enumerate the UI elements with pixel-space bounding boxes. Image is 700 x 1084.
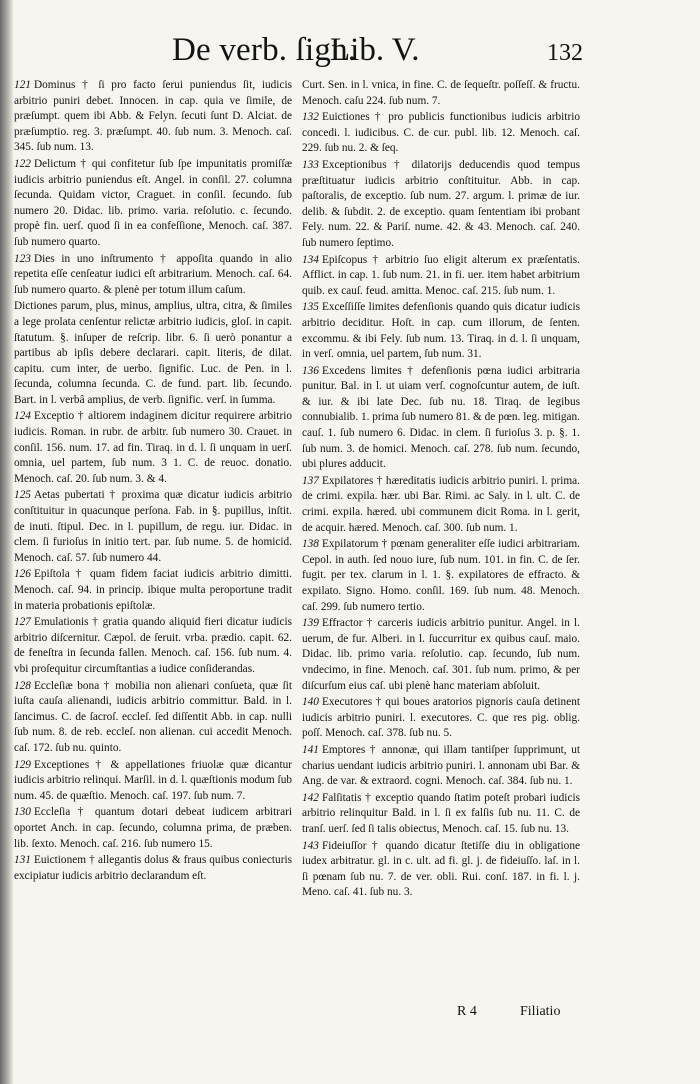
- entry-text: Expilatores † hæreditatis iudicis arbitrio puniri. l. prima. de crimi. expila. hær. ubi Bar. Rimi. ac Saly. in l. ult. C. de crimi. expila. hæred. ubi communem dicit Roma. in l. gerit, de acquir. hæred. Menoch. caſ. 300. ſub num. 1.: [302, 474, 580, 534]
- entry-text: Effractor † carceris iudicis arbitrio punitur. Angel. in l. uerum, de fur. Alberi. in l. ſuccurritur ex quibus cauſ. maio. Didac. lib. primo varia. reſolutio. cap. ſecundo, ſub num. vndecimo, in fine. Menoch. caſ. 301. ſub num. primo, & per diſcurſum eius caſ. ubi plenè hanc materiam abſoluit.: [302, 617, 580, 692]
- entry-number: 128: [14, 679, 31, 692]
- entry-text: Emulationis † gratia quando aliquid fieri dicatur iudicis arbitrio diſcernitur. Cæpol. de ſeruit. vrba. prædio. capit. 62. de feneſtra in ſecunda fallen. Menoch. caſ. 156. ſub num. 4. vbi proſequitur circumſtantias a iudice conſiderandas.: [14, 616, 292, 675]
- index-entry: [14, 488, 292, 566]
- entry-number: 139: [302, 617, 319, 630]
- page-footer: [302, 1004, 580, 1024]
- index-entry: [302, 743, 580, 790]
- entry-text: Epiſtola † quam fidem faciat iudicis arbitrio dimitti. Menoch. caſ. 94. in princip. ibique multa peroportune tradit in materia probationis epiſtolæ.: [14, 568, 292, 612]
- index-entry: [302, 364, 580, 473]
- entry-number: 130: [14, 806, 31, 819]
- entry-number: 141: [302, 743, 319, 756]
- entry-text: Expilatorum † pœnam generaliter eſſe iudici arbitrariam. Cepol. in auth. ſed nouo iure, ſub num. 101. in fin. C. de ſer. fugit. per tex. clarum in l. 1. §. expilatores de effracto. & expilato. Signo. Homo. conſil. 169. ſub num. 48. Menoch. caſ. 299. ſub numero tertio.: [302, 538, 580, 613]
- binding-gutter: [0, 0, 14, 1084]
- entry-number: 133: [302, 158, 319, 171]
- entry-number: 125: [14, 489, 31, 502]
- entry-number: 124: [14, 410, 31, 423]
- entry-number: 121: [14, 79, 31, 91]
- entry-number: 135: [302, 301, 319, 314]
- entry-text: Dictiones parum, plus, minus, amplius, ultra, citra, & ſimiles a lege prolata cenſentur relictæ arbitrio iudicis, gloſ. in capit. ſtatutum. §. inſuper de reſcrip. libr. 6. ſi uerò ponantur a partibus ab ipſis debere declarari. capit. literis, de dilat. capitu. cum inter, de uerbo. ſignific. Luc. de Pen. in l. ſecunda, columna ſecunda. C. de fund. part. lib. ſecundo. Bart. in l. verbâ amplius, de verb. ſignific. verſ. in ſumma.: [14, 300, 292, 406]
- index-entry: [302, 253, 580, 300]
- entry-number: 126: [14, 568, 31, 581]
- index-entry: [14, 805, 292, 852]
- signature-mark: R 4: [457, 1004, 477, 1019]
- index-entry: [302, 537, 580, 615]
- page-number: 132: [547, 40, 583, 66]
- entry-number: 137: [302, 474, 319, 487]
- entry-number: 131: [14, 854, 31, 867]
- entry-text: Exceptiones † & appellationes friuolæ quæ dicantur iudicis arbitrio relinqui. Marſil. in d. l. quæſtionis modum ſub num. 45. de quæſtio. Menoch. caſ. 197. ſub num. 7.: [14, 758, 292, 802]
- entry-text: Dominus † ſi pro facto ſerui puniendus ſit, iudicis arbitrio puniri debet. Innocen. in cap. quia ve ſimile, de præſumpt. quem ibi Abb. & Felyn. ſecuti ſunt D. Alciat. de præſumptio. reg. 3. præſumpt. 40. ſub num. 3. Menoch. caſ. 345. ſub num. 13.: [14, 79, 292, 154]
- book-number: Lib. V.: [330, 32, 420, 68]
- index-entry: [14, 409, 292, 487]
- entry-number: 140: [302, 696, 319, 709]
- entry-number: 127: [14, 616, 31, 629]
- entry-text: Epiſcopus † arbitrio ſuo eligit alterum ex præſentatis. Afflict. in cap. 1. ſub num. 21. in fi. uer. item habet arbitrium quib. ex cauſ. feud. amitta. Menoc. caſ. 215. ſub num. 1.: [302, 253, 580, 297]
- page-header: [0, 30, 700, 70]
- entry-text: Exceptionibus † dilatorijs deducendis quod tempus præſtituatur iudicis arbitrio conſtituitur. Abb. in cap. paſtoralis, de exceptio. ſub num. 27. argum. l. primæ de iur. delib. & ſubdit. 2. de exceptio. quam ſententiam ibi probant Fely. num. 22. & Pariſ. nume. 42. & 43. Menoch. caſ. 240. ſub numero ſeptimo.: [302, 158, 580, 249]
- index-entry: [14, 567, 292, 614]
- index-entry: [302, 78, 580, 109]
- entry-text: Euictiones † pro publicis functionibus iudicis arbitrio concedi. l. iudicibus. C. de cur. publ. lib. 12. Menoch. caſ. 229. ſub nu. 2. & ſeq.: [302, 111, 580, 155]
- entry-number: 138: [302, 538, 319, 551]
- entry-number: 132: [302, 111, 319, 124]
- entry-text: Dies in uno inſtrumento † appoſita quando in alio repetita eſſe cenſeatur iudici eſt arbitrarium. Menoch. caſ. 64. ſub numero quarto. & plenè per totum illum caſum.: [14, 252, 292, 296]
- index-entry: [14, 78, 292, 156]
- running-title: De verb. ſign.: [172, 32, 357, 68]
- right-column: [302, 78, 580, 902]
- entry-text: Euictionem † allegantis dolus & fraus quibus coniecturis excipiatur iudicis arbitrio declarandum eſt.: [14, 854, 292, 882]
- entry-text: Eccleſia † quantum dotari debeat iudicem arbitrari oportet Anch. in cap. ſecundo, columna prima, de præben. lib. ſexto. Menoch. caſ. 216. ſub numero 15.: [14, 806, 292, 850]
- entry-text: Eccleſiæ bona † mobilia non alienari conſueta, quæ ſit iuſta cauſa alienandi, iudicis arbitrio committur. Bald. in l. ſancimus. C. de ſacroſ. eccleſ. ſed diſſentit Abb. in cap. nulli ſub num. 8. de reb. eccleſ. non alienan. cui accedit Menoch. caſ. 172. ſub nu. quinto.: [14, 679, 292, 754]
- entry-text: Delictum † qui confitetur ſub ſpe impunitatis promiſſæ iudicis arbitrio puniendus eſt. Angel. in conſil. 27. columna ſecunda. Quidam victor, Craguet. in conſil. ſecundo. ſub numero 20. Didac. lib. primo. varia. reſolutio. c. ſecundo. propè fin. uerſ. quod ſi in ea confeſſione, Menoch. caſ. 387. ſub numero quarto.: [14, 157, 292, 248]
- entry-number: 129: [14, 758, 31, 771]
- entry-number: 142: [302, 791, 319, 804]
- index-entry: [14, 252, 292, 299]
- index-entry: [14, 758, 292, 805]
- index-entry: [302, 839, 580, 901]
- entry-number: 143: [302, 839, 319, 852]
- entry-text: Exceptio † altiorem indaginem dicitur requirere arbitrio iudicis. Roman. in rubr. de arbitr. ſub numero 30. Crauet. in conſil. 156. num. 17. ad fin. Tiraq. in d. l. ſi unquam in uerſ. omnia, uel partem, ſub num. 3 1. C. de reuoc. donatio. Menoch. caſ. 20. ſub num. 3. & 4.: [14, 410, 292, 485]
- entry-number: 134: [302, 253, 319, 266]
- index-entry: [14, 299, 292, 408]
- index-entry: [302, 474, 580, 536]
- entry-number: 136: [302, 364, 319, 377]
- entry-number: 122: [14, 157, 31, 170]
- entry-text: Executores † qui boues aratorios pignoris cauſa detinent iudicis arbitrio puniri. l. executores. C. que res pig. oblig. poſſ. Menoch. caſ. 378. ſub nu. 5.: [302, 696, 580, 740]
- index-entry: [302, 158, 580, 252]
- left-column: [14, 78, 292, 885]
- index-entry: [14, 853, 292, 884]
- index-entry: [14, 615, 292, 677]
- index-entry: [14, 157, 292, 251]
- entry-text: Falſitatis † exceptio quando ſtatim poteſt probari iudicis arbitrio relinquitur Bald. in l. ſi ex falſis ſub nu. 11. C. de tranſ. uerſ. ſed ſi talis obiectus, Menoch. caſ. 15. ſub nu. 13.: [302, 791, 580, 835]
- catchword: Filiatio: [520, 1004, 561, 1019]
- entry-text: Exceſſiſſe limites defenſionis quando quis dicatur iudicis arbitrio deciditur. Hoſt. in cap. cum illorum, de ſenten. excommu. & ibi Fely. ſub num. 13. Tiraq. in d. l. ſi unquam, in verſ. omnia, uel partem, ſub num. 31.: [302, 301, 580, 361]
- index-entry: [14, 679, 292, 757]
- entry-number: 123: [14, 252, 31, 265]
- entry-text: Fideiuſſor † quando dicatur ſtetiſſe diu in obligatione iudex arbitratur. gl. in c. ult. ad fi. gl. j. de fideiuſſo. laſ. in l. ſi pœnam ſub nu. 7. de ver. obli. Rui. conſ. 187. in fi. l. j. Meno. caſ. 41. ſub nu. 3.: [302, 839, 580, 899]
- index-entry: [302, 300, 580, 362]
- index-entry: [302, 791, 580, 838]
- index-entry: [302, 110, 580, 157]
- entry-text: Emptores † annonæ, qui illam tantiſper ſupprimunt, ut charius uendant iudicis arbitrio puniri. l. annonam ubi Bar. & Ang. de var. & extraord. cogni. Menoch. caſ. 384. ſub nu. 1.: [302, 743, 580, 788]
- entry-text: Excedens limites † defenſionis pœna iudici arbitraria punitur. Bal. in l. ut uiam verſ. cognoſcuntur autem, de iuſt. & iur. & ibi late Dec. ſub nu. 18. Tiraq. de legibus connubialib. 1. prima ſub numero 81. & de pœn. leg. mitigan. cauſ. 1. ſub numero 6. Didac. in clem. ſi furioſus 3. p. §. 1. ſub num. 3. de homici. Menoch. caſ. 278. ſub num. ſecundo, ubi plures adducit.: [302, 364, 580, 471]
- entry-text: Curt. Sen. in l. vnica, in fine. C. de ſequeſtr. poſſeſſ. & fructu. Menoch. caſu 224. ſub num. 7.: [302, 79, 580, 107]
- entry-text: Aetas pubertati † proxima quæ dicatur iudicis arbitrio conſtituitur in quacunque perſona. Fab. in §. pupillus, inſtit. de inuti. ſtipul. Dec. in l. pupillum, de regu. iur. Didac. in clem. ſi furioſus in initio tert. par. ſub nume. 5. de homicid. Menoch. caſ. 57. ſub numero 44.: [14, 489, 292, 564]
- index-entry: [302, 616, 580, 694]
- index-entry: [302, 695, 580, 742]
